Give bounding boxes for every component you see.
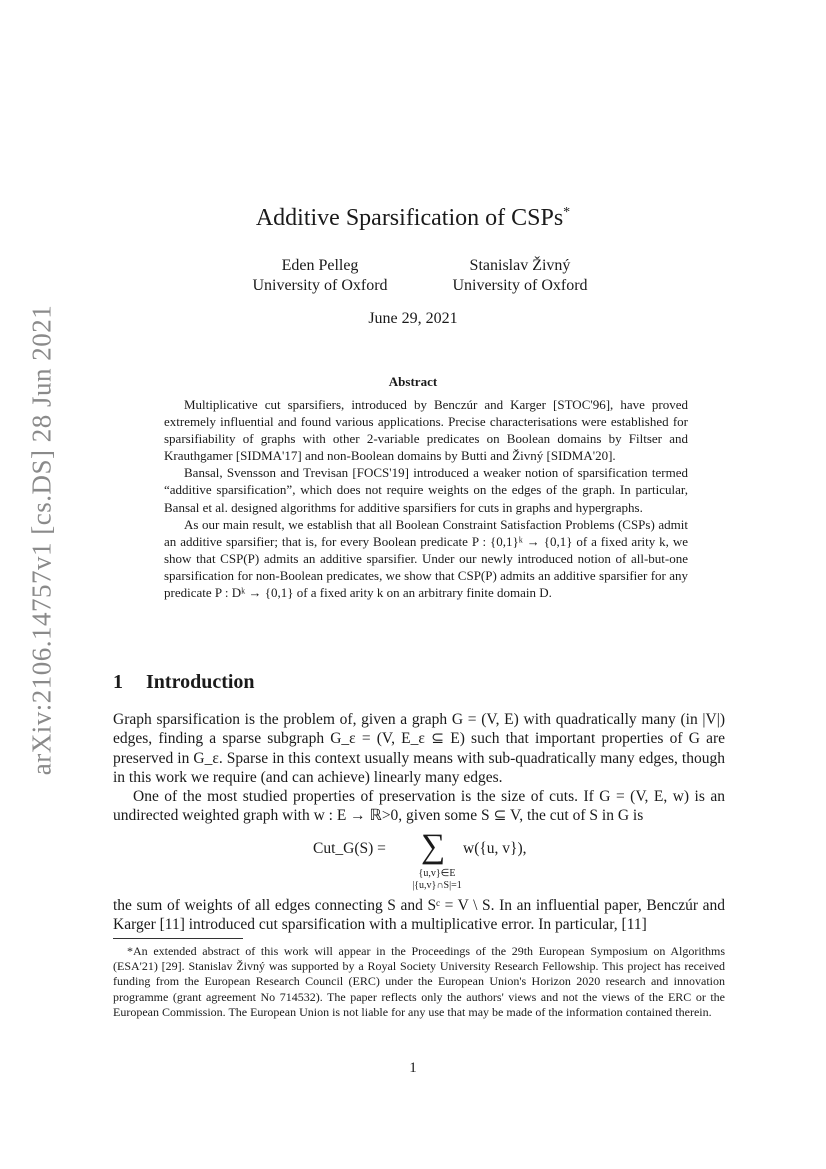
footnote [113,944,725,1020]
author-name: Eden Pelleg [281,257,359,274]
arxiv-id: arXiv:2106.14757v1 [cs.DS] 28 Jun 2021 [26,304,57,776]
abstract-paragraph: As our main result, we establish that all Boolean Constraint Satisfaction Problems (CSPs) admit an additive sparsifier; that is, for every Boolean predicate P : {0,1}ᵏ → {0,1} of a fixed arity k, we show that CSP(P) admits an additive sparsifier. Under our newly introduced notion of all-but-one sparsification for non-Boolean predicates, we show that CSP(P) admits an additive sparsifier for any predicate P : Dᵏ → {0,1} of a fixed arity k on an arbitrary finite domain D. [164,516,688,601]
sum-subscript [377,868,497,892]
abstract-paragraph: Multiplicative cut sparsifiers, introduced by Benczúr and Karger [STOC'96], have proved extremely influential and found various applications. Precise characterisations were established for sparsifiability of graphs with other 2-variable predicates on Boolean domains by Filtser and Krauthgamer [SIDMA'17] and non-Boolean domains by Butti and Živný [SIDMA'20]. [164,397,688,464]
abstract-paragraph: Bansal, Svensson and Trevisan [FOCS'19] introduced a weaker notion of sparsification termed “additive sparsification”, which does not require weights on the edges of the graph. In particular, Bansal et al. designed algorithms for additive sparsifiers for cuts in graphs and hypergraphs. [164,465,688,515]
section-title: Introduction [146,671,255,693]
author-1 [230,256,410,296]
abstract-heading: Abstract [388,374,438,389]
paper-title [0,205,826,232]
author-name: Stanislav Živný [469,257,571,274]
title-text: Additive Sparsification of CSPs [255,205,564,231]
title-footnote-mark: * [563,205,571,220]
paper-date: June 29, 2021 [368,310,458,327]
equation-lhs: Cut_G(S) = [313,840,386,857]
arxiv-stamp [22,304,62,776]
footnote-rule [113,938,243,939]
sum-symbol: ∑ [421,828,446,865]
equation-rhs: w({u, v}), [463,840,527,857]
abstract [164,396,688,601]
author-affiliation: University of Oxford [452,277,588,294]
body-paragraph: One of the most studied properties of preservation is the size of cuts. If G = (V, E, w) is an undirected weighted graph with w : E → ℝ>0, given some S ⊆ V, the cut of S in G is [113,788,725,825]
page-number: 1 [409,1060,417,1076]
body-paragraph: the sum of weights of all edges connecting S and Sᶜ = V \ S. In an influential paper, Benczúr and Karger [11] introduced cut sparsification with a multiplicative error. In particular, [11] [113,897,725,934]
author-2 [430,256,610,296]
section-heading [113,671,255,694]
author-affiliation: University of Oxford [252,277,388,294]
body-text [113,710,725,826]
sum-subscript-line: {u,v}∈E [418,868,456,879]
body-text-continued [113,896,725,935]
sum-subscript-line: |{u,v}∩S|=1 [412,880,462,891]
body-paragraph: Graph sparsification is the problem of, given a graph G = (V, E) with quadratically many (in |V|) edges, finding a sparse subgraph G_ε = (V, E_ε ⊆ E) such that important properties of G are preserved in G_ε. Sparse in this context usually means with sub-quadratically many edges, though in this work we require (and can achieve) linearly many edges. [113,711,725,786]
section-number: 1 [113,671,123,693]
footnote-text: *An extended abstract of this work will appear in the Proceedings of the 29th European Symposium on Algorithms (ESA'21) [29]. Stanislav Živný was supported by a Royal Society University Research Fellowship. This project has received funding from the European Research Council (ERC) under the European Union's Horizon 2020 research and innovation programme (grant agreement No 714532). The paper reflects only the authors' views and not the views of the ERC or the European Commission. The European Union is not liable for any use that may be made of the information contained therein. [113,944,725,1019]
